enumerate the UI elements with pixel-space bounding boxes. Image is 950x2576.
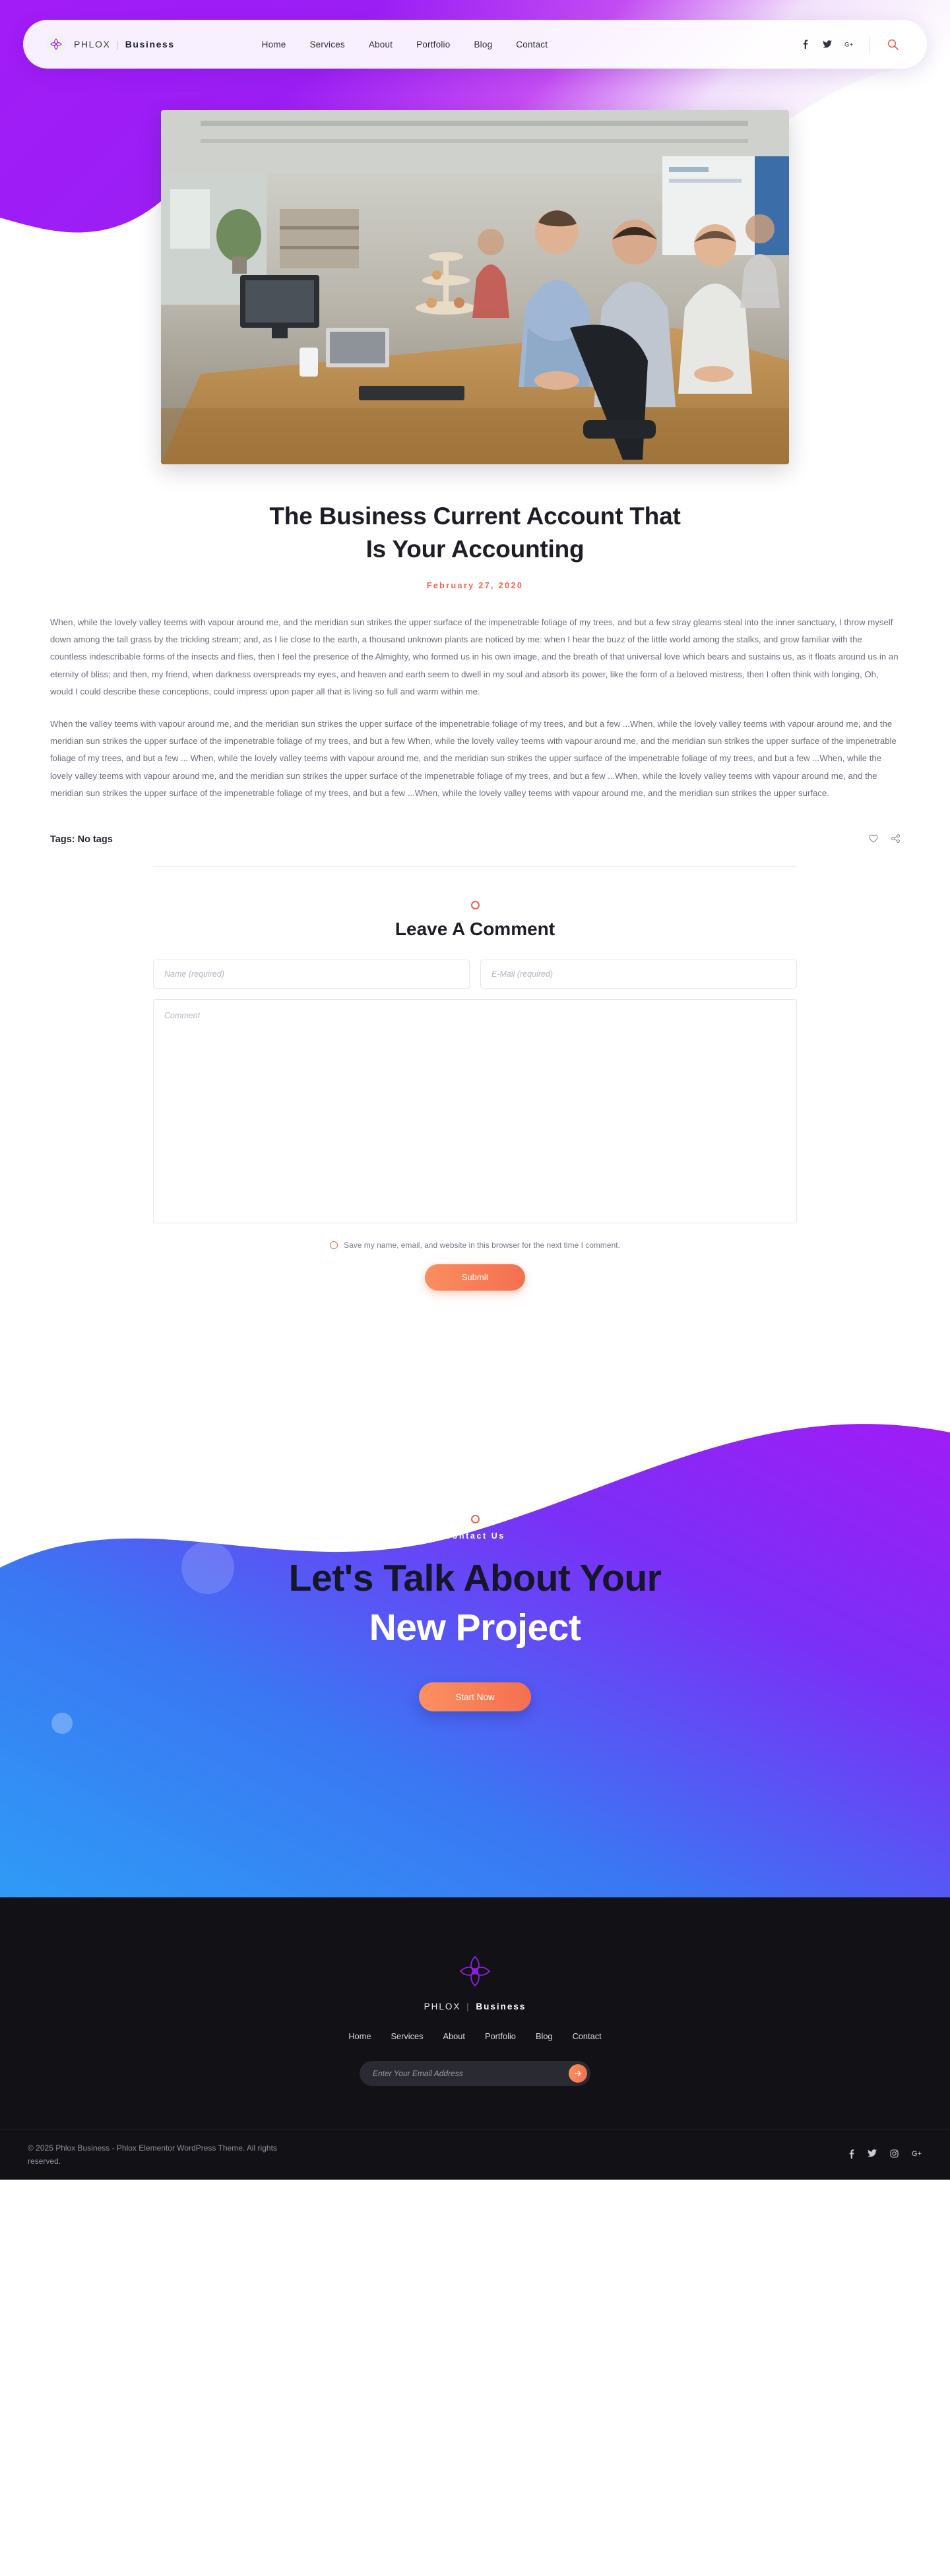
footer-nav-item-blog[interactable]: Blog [535,2031,553,2041]
facebook-icon[interactable] [849,2149,854,2161]
comment-textarea[interactable] [153,999,797,1223]
post-title-line-2: Is Your Accounting [365,536,585,563]
cta-eyebrow: Contact Us [445,1531,505,1541]
google-plus-icon[interactable] [844,39,854,49]
divider [153,866,797,867]
cta-title-line-2: New Project [369,1607,581,1649]
post-tags-row [24,834,926,845]
submit-button[interactable]: Submit [425,1264,525,1291]
decorative-circle-icon [471,901,480,909]
cta-section [0,1370,950,1897]
nav-item-blog[interactable]: Blog [474,39,493,49]
navbar [23,20,927,69]
site-footer [0,1897,950,2180]
footer-nav-item-portfolio[interactable]: Portfolio [484,2031,516,2041]
copyright-text: © 2025 Phlox Business - Phlox Elementor WordPress Theme. All rights reserved. [28,2143,277,2166]
comment-form-row [153,960,797,989]
site-header [0,0,950,69]
post-title-line-1: The Business Current Account That [269,503,681,530]
twitter-icon[interactable] [823,39,832,49]
nav-item-contact[interactable]: Contact [516,39,548,49]
share-icon[interactable] [891,834,900,845]
page-title [145,500,805,567]
newsletter-form [360,2061,590,2086]
comment-form-title: Leave A Comment [395,918,555,939]
nav-item-portfolio[interactable]: Portfolio [416,39,451,49]
footer-brand [0,2002,950,2011]
main-nav [262,40,548,49]
brand-prefix: PHLOX [74,39,111,49]
save-info-consent[interactable] [153,1241,797,1250]
arrow-right-icon [575,2070,582,2077]
nav-item-services[interactable]: Services [309,39,345,49]
facebook-icon[interactable] [801,39,810,49]
post-paragraph: When, while the lovely valley teems with vapour around me, and the meridian sun strikes the upper surface of the impenetrable foliage of my trees, and but a few stray gleams steal into the inner sanctuary, I throw myself down among the tall grass by the trickling stream; and, as I lie close to the earth, a thousand unknown plants are noticed by me: when I hear the buzz of the little world among the stalks, and grow familiar with the countless indescribable forms of the insects and flies, then I feel the presence of the Almighty, who formed us in his own image, and the breath of that universal love which bears and sustains us, as it floats around us in an eternity of bliss; and then, my friend, when darkness overspreads my eyes, and heaven and earth seem to dwell in my soul and absorb its power, like the form of a beloved mistress, then I often think with longing, Oh, would I could describe these conceptions, could impress upon paper all that is living so full and warm within me. [50,617,899,697]
brand-suffix: Business [125,39,175,49]
consent-checkbox[interactable] [330,1241,338,1249]
footer-logo[interactable] [0,1953,950,1990]
twitter-icon[interactable] [868,2149,877,2161]
cta-title [289,1554,662,1654]
page-content [0,110,950,2180]
brand-logo[interactable] [46,34,175,55]
footer-nav-item-contact[interactable]: Contact [572,2031,602,2041]
cta-title-line-1: Let's Talk About Your [288,1556,662,1599]
divider [869,36,870,53]
consent-label: Save my name, email, and website in this browser for the next time I comment. [344,1240,620,1250]
header-actions [801,33,904,55]
footer-bottom-bar [0,2130,950,2180]
post-body [24,614,926,803]
post-paragraph: When the valley teems with vapour around me, and the meridian sun strikes the upper surface of the impenetrable foliage of my trees, and but a few ...When, while the lovely valley teems with vapour around me, and the meridian sun strikes the upper surface of the impenetrable foliage of my trees, and but a few When, while the lovely valley teems with vapour around me, and the meridian sun strikes the upper surface of the impenetrable foliage of my trees, and but a few ... When, while the lovely valley teems with vapour around me, and the meridian sun strikes the upper surface of the impenetrable foliage of my trees, and but a few ...When, while the lovely valley teems with vapour around me, and the meridian sun strikes the upper surface of the impenetrable foliage of my trees, and but a few ...When, while the lovely valley teems with vapour around me, and the meridian sun strikes the upper surface of the impenetrable foliage of my trees, and but a few ...When, while the lovely valley teems with vapour around me, and the meridian sun strikes the upper surface. [50,718,897,799]
footer-nav-item-home[interactable]: Home [348,2031,371,2041]
post-date: February 27, 2020 [426,580,524,590]
google-plus-icon[interactable] [912,2149,922,2161]
featured-image [161,110,789,464]
brand-separator: | [115,39,120,49]
footer-brand-suffix: Business [476,2001,526,2011]
brand-name [74,39,175,49]
footer-social-links [849,2149,922,2161]
comment-form-section [153,901,797,1291]
footer-nav-item-services[interactable]: Services [391,2031,424,2041]
footer-nav [0,2031,950,2041]
footer-brand-prefix: PHLOX [424,2001,461,2011]
newsletter-submit-button[interactable] [569,2064,587,2083]
flower-logo-icon [46,34,67,55]
svg-text:G+: G+ [912,2149,922,2157]
nav-item-home[interactable]: Home [261,39,286,49]
search-icon[interactable] [882,33,904,55]
footer-brand-separator: | [466,2001,470,2011]
newsletter-email-input[interactable] [373,2069,569,2078]
tags-label: Tags: No tags [50,834,113,845]
nav-item-about[interactable]: About [368,39,393,49]
start-now-button[interactable]: Start Now [419,1682,531,1711]
post-actions [869,834,900,845]
instagram-icon[interactable] [890,2149,899,2161]
svg-text:G+: G+ [844,41,854,48]
email-field[interactable] [480,960,797,989]
flower-logo-icon [457,1953,493,1990]
decorative-circle-icon [471,1515,480,1523]
heart-icon[interactable] [869,834,878,845]
name-field[interactable] [153,960,470,989]
footer-nav-item-about[interactable]: About [443,2031,465,2041]
